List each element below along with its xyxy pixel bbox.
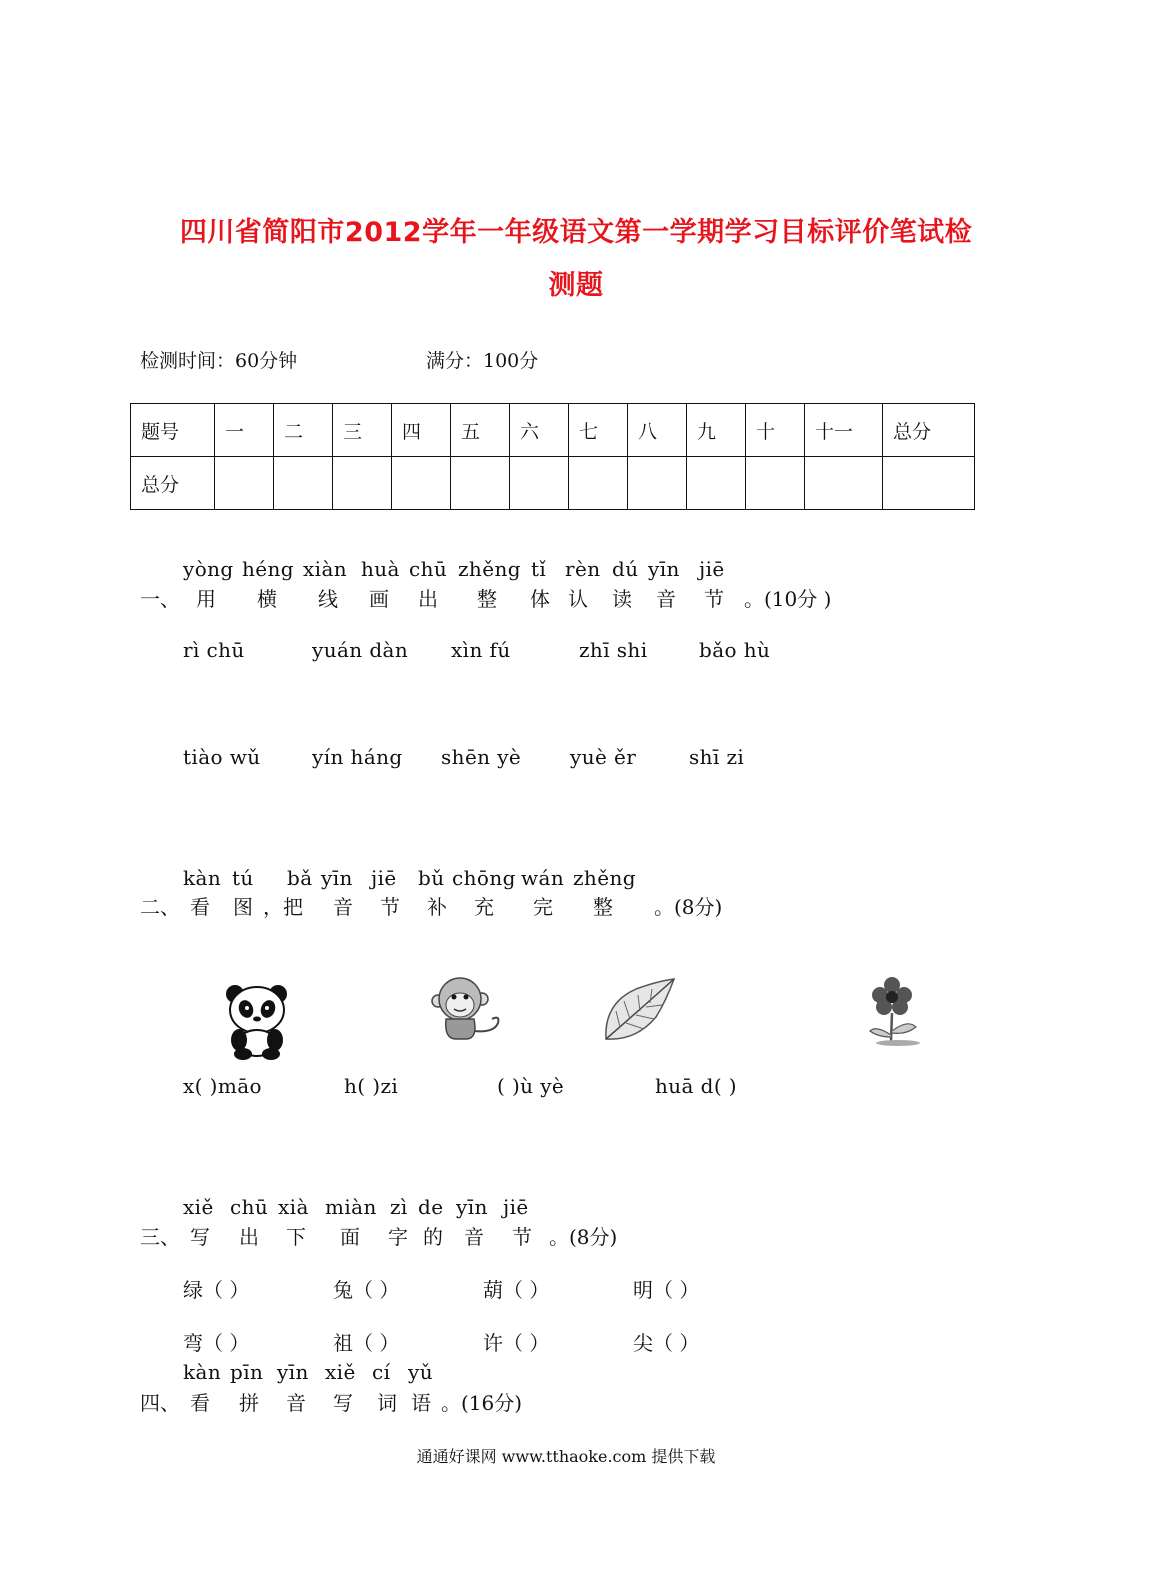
q4-pinyin-3: xiě [325,1360,356,1384]
q1-syllable: bǎo hù [699,638,771,662]
q3-pinyin-5: de [418,1195,444,1219]
q1-pinyin-6: tǐ [531,557,547,581]
header-cell-2: 二 [274,404,333,457]
score-cell [687,457,746,510]
q1-syllable: yuè ěr [570,745,637,769]
score-table-header-row [131,404,975,457]
score-cell [451,457,510,510]
header-cell-4: 四 [392,404,451,457]
q3-char-7: 节 [512,1225,532,1249]
q4-pinyin-5: yǔ [408,1360,433,1384]
q1-syllable: shēn yè [441,745,522,769]
q1-pinyin-1: héng [242,557,295,581]
score-cell [883,457,975,510]
header-cell-3: 三 [333,404,392,457]
monkey-icon [426,975,506,1045]
header-cell-question-number: 题号 [131,404,215,457]
q3-char-blank[interactable]: 葫（ ） [483,1278,550,1302]
q4-char-4: 词 [377,1391,397,1415]
leaf-icon [600,975,680,1045]
q2-char-3: 音 [333,895,353,919]
q3-pinyin-0: xiě [183,1195,214,1219]
q2-points: 。(8分) [654,895,723,919]
q2-pinyin-6: chōng [452,866,516,890]
q1-syllable: yuán dàn [312,638,409,662]
q1-syllable: rì chū [183,638,245,662]
document-title-line1: 四川省简阳市2012学年一年级语文第一学期学习目标评价笔试检 [179,217,973,248]
q2-pinyin-2: bǎ [287,866,313,890]
score-cell [628,457,687,510]
q2-pinyin-5: bǔ [418,866,445,890]
q3-char-2: 下 [286,1225,306,1249]
q3-number: 三、 [140,1225,180,1249]
q3-char-blank[interactable]: 弯（ ） [183,1331,250,1355]
q4-pinyin-4: cí [372,1360,391,1384]
q3-pinyin-6: yīn [456,1195,488,1219]
q1-pinyin-8: dú [612,557,639,581]
q2-blank-flower[interactable]: huā d( ) [655,1074,738,1098]
q3-pinyin-3: miàn [325,1195,377,1219]
header-cell-10: 十 [746,404,805,457]
q3-pinyin-7: jiē [503,1195,529,1219]
q3-char-blank[interactable]: 许（ ） [483,1331,550,1355]
q2-char-7: 完 [533,895,553,919]
score-cell [274,457,333,510]
q3-char-blank[interactable]: 尖（ ） [633,1331,700,1355]
flower-icon [862,975,924,1047]
q1-pinyin-7: rèn [565,557,601,581]
header-cell-11: 十一 [805,404,883,457]
q3-char-5: 的 [423,1225,443,1249]
panda-icon [218,980,298,1060]
q3-pinyin-2: xià [278,1195,309,1219]
score-cell [392,457,451,510]
exam-time-label: 检测时间：60分钟 [140,350,298,372]
q1-char-6: 体 [530,587,550,611]
q3-pinyin-1: chū [230,1195,269,1219]
q2-pinyin-8: zhěng [573,866,636,890]
q2-char-2: ，把 [263,895,303,919]
q2-pinyin-4: jiē [371,866,397,890]
q1-pinyin-5: zhěng [458,557,521,581]
q1-char-2: 线 [318,587,338,611]
header-cell-6: 六 [510,404,569,457]
q3-char-6: 音 [464,1225,484,1249]
q1-syllable: tiào wǔ [183,745,261,769]
score-cell [569,457,628,510]
q3-char-0: 写 [190,1225,210,1249]
q3-points: 。(8分) [549,1225,618,1249]
q1-syllable: zhī shi [579,638,648,662]
score-row-label: 总分 [131,457,215,510]
q2-char-4: 节 [380,895,400,919]
q1-pinyin-4: chū [409,557,448,581]
score-cell [510,457,569,510]
full-score-label: 满分：100分 [426,350,539,372]
q2-pinyin-3: yīn [321,866,353,890]
q3-char-blank[interactable]: 明（ ） [633,1278,700,1302]
q1-points: 。(10分 ) [744,587,832,611]
q3-char-3: 面 [340,1225,360,1249]
score-cell [333,457,392,510]
q3-char-blank[interactable]: 兔（ ） [333,1278,400,1302]
q4-number: 四、 [140,1391,180,1415]
q1-number: 一、 [140,587,180,611]
q1-pinyin-9: yīn [648,557,680,581]
q1-syllable: shī zi [689,745,745,769]
q2-blank-leaf[interactable]: ( )ù yè [497,1074,565,1098]
q2-char-1: 图 [233,895,253,919]
q3-char-1: 出 [239,1225,259,1249]
score-table-score-row [131,457,975,510]
header-cell-total: 总分 [883,404,975,457]
q4-pinyin-2: yīn [277,1360,309,1384]
score-cell [805,457,883,510]
q1-char-5: 整 [477,587,497,611]
q2-pinyin-0: kàn [183,866,222,890]
q1-pinyin-10: jiē [699,557,725,581]
q1-char-3: 画 [369,587,389,611]
q1-syllable: yín háng [312,745,403,769]
q1-char-4: 出 [418,587,438,611]
header-cell-5: 五 [451,404,510,457]
header-cell-8: 八 [628,404,687,457]
q1-pinyin-3: huà [361,557,400,581]
q4-char-0: 看 [190,1391,210,1415]
score-table [130,403,975,510]
header-cell-9: 九 [687,404,746,457]
q1-char-9: 音 [656,587,676,611]
q2-char-5: 补 [427,895,447,919]
q3-pinyin-4: zì [390,1195,408,1219]
q1-pinyin-0: yòng [183,557,234,581]
q2-char-8: 整 [593,895,613,919]
page-footer: 通通好课网 www.tthaoke.com 提供下载 [416,1447,716,1466]
q4-pinyin-0: kàn [183,1360,222,1384]
q4-points: 。(16分) [441,1391,523,1415]
q4-pinyin-1: pīn [230,1360,264,1384]
q1-char-0: 用 [196,587,216,611]
q1-char-1: 横 [257,587,277,611]
q3-char-blank[interactable]: 祖（ ） [333,1331,400,1355]
q2-pinyin-7: wán [521,866,565,890]
q2-blank-monkey[interactable]: h( )zi [344,1074,399,1098]
q2-pinyin-1: tú [232,866,254,890]
q2-blank-panda[interactable]: x( )māo [183,1074,262,1098]
q2-number: 二、 [140,895,180,919]
header-cell-1: 一 [215,404,274,457]
q4-char-3: 写 [333,1391,353,1415]
document-title-line2: 测题 [548,270,604,301]
header-cell-7: 七 [569,404,628,457]
q1-pinyin-2: xiàn [303,557,348,581]
q1-char-8: 读 [612,587,632,611]
q3-char-4: 字 [388,1225,408,1249]
q2-char-6: 充 [474,895,494,919]
score-cell [746,457,805,510]
q1-char-10: 节 [704,587,724,611]
q4-char-2: 音 [286,1391,306,1415]
q4-char-1: 拼 [239,1391,259,1415]
q1-syllable: xìn fú [451,638,511,662]
q3-char-blank[interactable]: 绿（ ） [183,1278,250,1302]
score-cell [215,457,274,510]
q1-char-7: 认 [568,587,588,611]
q2-char-0: 看 [190,895,210,919]
q4-char-5: 语 [411,1391,431,1415]
